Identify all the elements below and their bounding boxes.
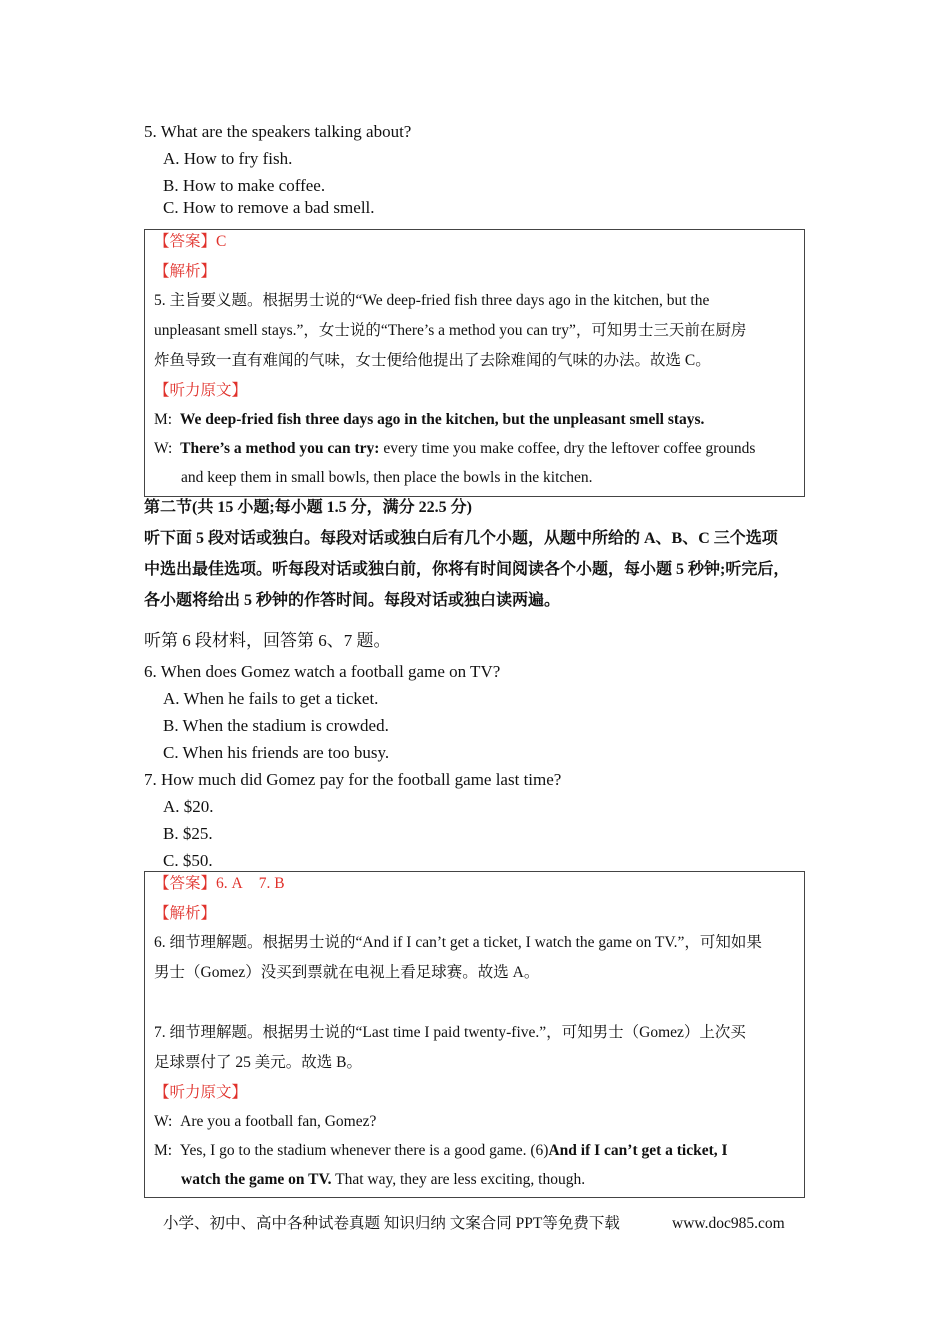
transcript-line-w-cont: and keep them in small bowls, then place the bowls in the kitchen.: [181, 469, 593, 486]
transcript-line-m: M: Yes, I go to the stadium whenever there is a good game. (6)And if I can’t get a ticket, I: [154, 1142, 728, 1159]
section-heading: 第二节(共 15 小题;每小题 1.5 分，满分 22.5 分): [144, 499, 472, 516]
transcript-line-m-cont: watch the game on TV. That way, they are less exciting, though.: [181, 1171, 586, 1188]
answer-box-q5: [144, 229, 805, 497]
analysis-label: 【解析】: [154, 263, 217, 280]
footer-url[interactable]: www.doc985.com: [672, 1215, 785, 1232]
analysis-line: 7. 细节理解题。根据男士说的“Last time I paid twenty-five.”，可知男士（Gomez）上次买: [154, 1024, 746, 1041]
analysis-line: 6. 细节理解题。根据男士说的“And if I can’t get a ticket, I watch the game on TV.”，可知如果: [154, 934, 762, 951]
q5-option-a: A. How to fry fish.: [163, 149, 293, 168]
q6-option-b: B. When the stadium is crowded.: [163, 716, 389, 735]
q5-question: 5. What are the speakers talking about?: [144, 122, 412, 141]
transcript-line-w: W: There’s a method you can try: every time you make coffee, dry the leftover coffee grounds: [154, 440, 756, 457]
analysis-line: 男士（Gomez）没买到票就在电视上看足球赛。故选 A。: [154, 964, 540, 981]
answer-line: 【答案】C: [154, 233, 227, 250]
section-instructions: 中选出最佳选项。听每段对话或独白前，你将有时间阅读各个小题，每小题 5 秒钟;听完后，: [144, 561, 790, 578]
q6-question: 6. When does Gomez watch a football game on TV?: [144, 662, 501, 681]
answer-line: 【答案】6. A 7. B: [154, 875, 285, 892]
q7-option-c: C. $50.: [163, 851, 213, 870]
q5-option-c: C. How to remove a bad smell.: [163, 198, 375, 217]
q6-option-c: C. When his friends are too busy.: [163, 743, 390, 762]
analysis-line: unpleasant smell stays.”，女士说的“There’s a method you can try”，可知男士三天前在厨房: [154, 322, 747, 339]
analysis-line: 5. 主旨要义题。根据男士说的“We deep-fried fish three days ago in the kitchen, but the: [154, 292, 710, 309]
q7-option-a: A. $20.: [163, 797, 214, 816]
transcript-line-m: M: We deep-fried fish three days ago in the kitchen, but the unpleasant smell stays.: [154, 411, 705, 428]
q7-option-b: B. $25.: [163, 824, 213, 843]
section-instructions: 听下面 5 段对话或独白。每段对话或独白后有几个小题，从题中所给的 A、B、C 三个选项: [144, 530, 778, 547]
q7-question: 7. How much did Gomez pay for the football game last time?: [144, 770, 562, 789]
analysis-label: 【解析】: [154, 905, 217, 922]
analysis-line: 足球票付了 25 美元。故选 B。: [154, 1054, 362, 1071]
section-instructions: 各小题将给出 5 秒钟的作答时间。每段对话或独白读两遍。: [144, 592, 561, 609]
transcript-line-w: W: Are you a football fan, Gomez?: [154, 1113, 377, 1130]
q5-option-b: B. How to make coffee.: [163, 176, 326, 195]
material-heading: 听第 6 段材料，回答第 6、7 题。: [144, 631, 391, 650]
answer-box-q6-q7: [144, 871, 805, 1198]
q6-option-a: A. When he fails to get a ticket.: [163, 689, 379, 708]
analysis-line: 炸鱼导致一直有难闻的气味，女士便给他提出了去除难闻的气味的办法。故选 C。: [154, 352, 711, 369]
transcript-label: 【听力原文】: [154, 382, 248, 399]
footer-text: 小学、初中、高中各种试卷真题 知识归纳 文案合同 PPT等免费下载: [163, 1215, 620, 1232]
transcript-label: 【听力原文】: [154, 1084, 248, 1101]
